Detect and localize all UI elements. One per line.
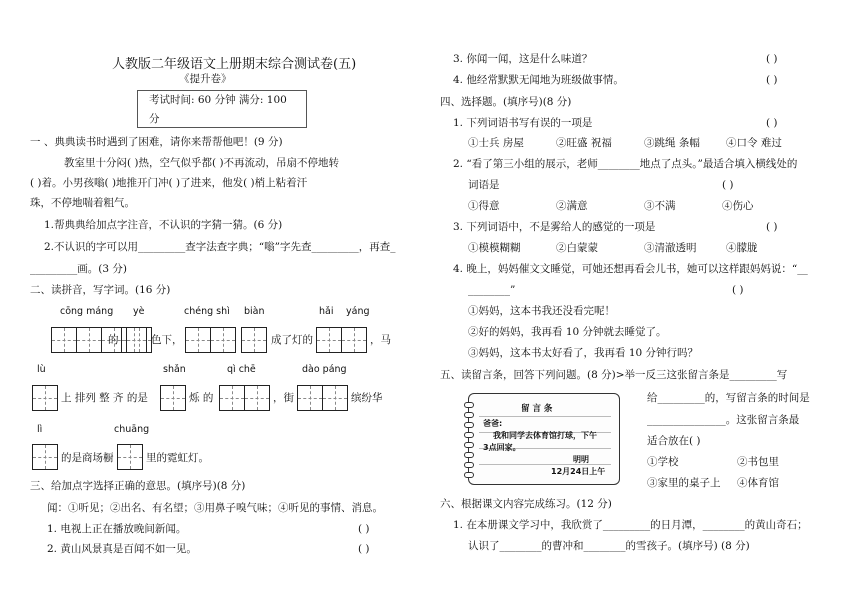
- pinyin: shǎn: [163, 364, 186, 375]
- fill-text: 成了灯的: [271, 334, 313, 346]
- answer-paren[interactable]: ( ): [766, 221, 778, 233]
- choice-option: ①得意: [468, 200, 500, 212]
- pinyin: biàn: [244, 306, 265, 317]
- note-signature: 明明: [573, 455, 589, 464]
- writing-grid[interactable]: [297, 385, 347, 411]
- writing-grid[interactable]: [316, 327, 366, 353]
- section2-heading: 二、读拼音，写字词。(16 分): [30, 284, 171, 296]
- section6-line1: 1. 在本册课文学习中，我欣赏了_________的日月潭，________的黄山奇石；: [453, 519, 808, 531]
- choice-option: ②白蒙蒙: [556, 242, 598, 254]
- choice-option: ④口令 难过: [726, 137, 782, 149]
- section4-question3: 3. 下列词语中，不是雾给人的感觉的一项是: [453, 221, 656, 233]
- choice-option: ③妈妈，这本书太好看了，我再看 10 分钟行吗？: [468, 347, 699, 359]
- section5-line4: 适合放在( ): [647, 435, 701, 447]
- exam-info-line1: 考试时间: 60 分钟 满分: 100: [149, 94, 287, 106]
- section6-heading: 六、根据课文内容完成练习。(12 分): [440, 498, 612, 510]
- fill-text: 的: [108, 334, 119, 346]
- writing-grid[interactable]: [219, 385, 269, 411]
- answer-paren[interactable]: ( ): [766, 117, 778, 129]
- section1-question2: 2.不认识的字可以用_________查字法查字典；“嗡”字先查_________，再查_: [44, 241, 396, 253]
- writing-grid[interactable]: [121, 327, 146, 353]
- choice-option: ④朦胧: [726, 242, 758, 254]
- message-note-image: [468, 393, 620, 485]
- section5-heading: 五、读留言条，回答下列问题。(8 分)>举一反三这张留言条是_________写: [440, 369, 788, 381]
- section4-question4-cont: ________”: [468, 284, 516, 296]
- section4-question2-cont: 词语是: [468, 179, 500, 191]
- pinyin: qì chē: [227, 364, 256, 375]
- pinyin: yè: [133, 306, 145, 317]
- exam-info-line2: 分: [149, 113, 160, 125]
- choice-option: ③家里的桌子上: [647, 477, 721, 489]
- section4-question4: 4. 晚上，妈妈催文文睡觉，可她还想再看会儿书，她可以这样跟妈妈说：“__: [453, 263, 808, 275]
- section1-question2-cont: _________画。(3 分): [30, 263, 127, 275]
- writing-grid[interactable]: [32, 385, 57, 411]
- note-date: 12月24日上午: [551, 467, 606, 476]
- choice-option: ②满意: [556, 200, 588, 212]
- choice-option: ①学校: [647, 456, 679, 468]
- choice-option: ④伤心: [722, 200, 754, 212]
- choice-option: ③跳绳 条幅: [644, 137, 700, 149]
- section3-question1: 1. 电视上正在播放晚间新闻。: [47, 523, 187, 535]
- page-subtitle: 《提升卷》: [179, 73, 232, 85]
- fill-text: 缤纷华: [351, 392, 383, 404]
- note-greeting: 爸爸:: [483, 419, 503, 428]
- section3-question3: 3. 你闻一闻，这是什么味道？: [453, 53, 593, 65]
- fill-text: 色下，: [151, 334, 183, 346]
- pinyin: dào páng: [302, 364, 347, 375]
- choice-option: ③清澈透明: [644, 242, 697, 254]
- pinyin: lù: [37, 364, 46, 375]
- section4-heading: 四、选择题。(填序号)(8 分): [440, 96, 572, 108]
- section6-line2: 认识了________的曹冲和________的雪孩子。(填序号) (8 分): [468, 540, 750, 552]
- answer-paren[interactable]: ( ): [766, 53, 778, 65]
- pinyin: chuāng: [114, 424, 150, 435]
- writing-grid[interactable]: [160, 385, 185, 411]
- pinyin: yáng: [346, 306, 370, 317]
- section3-options: 闻：①听见；②出名、有名望；③用鼻子嗅气味；④听见的事情、消息。: [47, 502, 383, 514]
- choice-option: ②好的妈妈，我再看 10 分钟就去睡觉了。: [468, 326, 667, 338]
- choice-option: ④体育馆: [737, 477, 779, 489]
- answer-paren[interactable]: ( ): [766, 74, 778, 86]
- section4-question2: 2. “看了第三小组的展示，老师________地点了点头。”最适合填入横线处的: [453, 158, 798, 170]
- section4-question1: 1. 下列词语书写有误的一项是: [453, 117, 593, 129]
- writing-grid[interactable]: [185, 327, 235, 353]
- section1-passage-line3: 珠，不停地喘着粗气。: [30, 197, 135, 209]
- fill-text: 里的霓虹灯。: [146, 452, 209, 464]
- fill-text: 的是商场橱: [61, 452, 114, 464]
- section5-line3: _______________。这张留言条最: [647, 414, 800, 426]
- choice-option: ①妈妈，这本书我还没看完呢！: [468, 305, 615, 317]
- note-title: 留 言 条: [521, 404, 553, 414]
- choice-option: ①士兵 房屋: [468, 137, 524, 149]
- section1-question1: 1.帮典典给加点字注音，不认识的字猜一猜。(6 分): [44, 219, 283, 231]
- note-body-line2: 3点回家。: [483, 443, 521, 452]
- choice-option: ②旺盛 祝福: [556, 137, 612, 149]
- section3-heading: 三、给加点字选择正确的意思。(填序号)(8 分): [30, 480, 246, 492]
- fill-text: ，马: [370, 334, 391, 346]
- choice-option: ③不满: [644, 200, 676, 212]
- fill-text: 上 排列 整 齐 的是: [61, 392, 148, 404]
- writing-grid[interactable]: [117, 444, 142, 470]
- answer-paren[interactable]: ( ): [358, 523, 370, 535]
- page-title: 人教版二年级语文上册期末综合测试卷(五): [112, 57, 357, 72]
- section1-passage-line1: 教室里十分闷( )热，空气似乎都( )不再流动，吊扇不停地转: [64, 157, 340, 169]
- answer-paren[interactable]: ( ): [358, 543, 370, 555]
- choice-option: ①模模糊糊: [468, 242, 521, 254]
- fill-text: ，街: [273, 392, 294, 404]
- fill-text: 烁 的: [189, 392, 214, 404]
- pinyin: cōng máng: [60, 306, 114, 317]
- section3-question4: 4. 他经常默默无闻地为班级做事情。: [453, 74, 624, 86]
- answer-paren[interactable]: ( ): [722, 179, 734, 191]
- pinyin: chéng shì: [184, 306, 230, 317]
- section5-line2: 给_________的，写留言条的时间是: [647, 392, 810, 404]
- pinyin: lì: [37, 424, 43, 435]
- choice-option: ②书包里: [737, 456, 779, 468]
- pinyin: hǎi: [319, 306, 334, 317]
- section1-heading: 一 、典典读书时遇到了困难，请你来帮帮他吧！(9 分): [30, 136, 283, 148]
- section1-passage-line2: ( )着。小男孩嗡( )地推开门冲( )了进来，他发( )梢上粘着汗: [30, 177, 308, 189]
- writing-grid[interactable]: [241, 327, 266, 353]
- section3-question2: 2. 黄山风景真是百闻不如一见。: [47, 543, 197, 555]
- note-body-line1: 我和同学去体育馆打球，下午: [493, 431, 597, 440]
- writing-grid[interactable]: [32, 444, 57, 470]
- answer-paren[interactable]: ( ): [732, 284, 744, 296]
